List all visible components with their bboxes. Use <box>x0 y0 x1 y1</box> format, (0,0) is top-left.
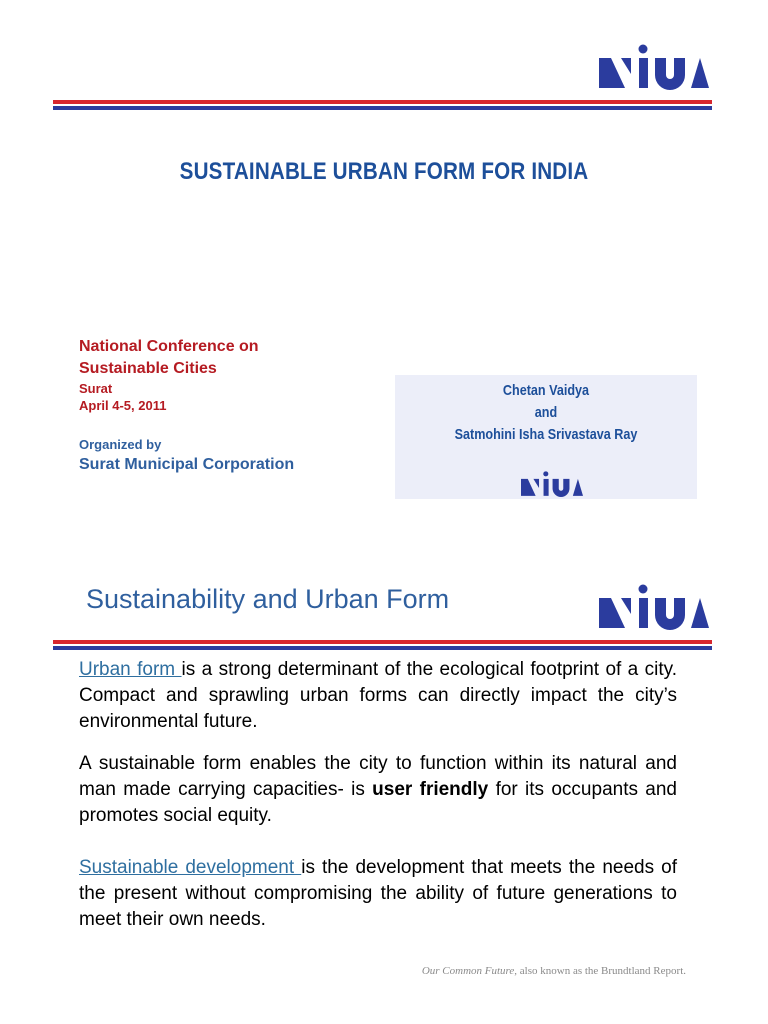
header-rule-bottom <box>53 640 712 650</box>
paragraph-1-text: is a strong determinant of the ecological footprint of a city. Compact and sprawling urban forms can directly impact the city’s environmental future. <box>79 659 677 732</box>
conference-line1: National Conference on <box>79 338 259 355</box>
slide-title: SUSTAINABLE URBAN FORM FOR INDIA <box>179 158 589 185</box>
paragraph-2-text-b: for its occupants and promotes social equity. <box>79 779 677 826</box>
organizer-info <box>79 436 294 476</box>
citation <box>422 965 686 977</box>
author-joiner: and <box>534 404 558 421</box>
author-box <box>395 375 697 499</box>
conference-dates: April 4-5, 2011 <box>79 398 167 413</box>
niua-logo-small <box>521 471 583 497</box>
niua-logo <box>599 44 709 90</box>
emphasis-user-friendly: user friendly <box>372 779 489 800</box>
paragraph-2-text-a: A sustainable form enables the city to function within its natural and man made carrying capacities- is <box>79 753 677 800</box>
paragraph-sustainable-form <box>79 751 677 829</box>
conference-line2: Sustainable Cities <box>79 360 217 377</box>
author-1: Chetan Vaidya <box>502 382 590 399</box>
citation-title: Our Common Future <box>421 965 515 977</box>
organizer-name: Surat Municipal Corporation <box>79 456 295 473</box>
author-2: Satmohini Isha Srivastava Ray <box>454 426 638 443</box>
section-title: Sustainability and Urban Form <box>86 584 450 614</box>
paragraph-sustainable-development <box>79 855 677 933</box>
niua-logo-2 <box>599 584 709 630</box>
citation-rest: , also known as the Brundtland Report. <box>514 965 686 977</box>
term-sustainable-development: Sustainable development <box>79 857 302 878</box>
paragraph-3-text: is the development that meets the needs of the present without compromising the ability of future generations to meet their own needs. <box>79 857 678 930</box>
conference-info <box>79 336 259 414</box>
term-urban-form: Urban form <box>79 659 182 680</box>
organizer-label: Organized by <box>79 437 162 452</box>
paragraph-urban-form <box>79 657 677 735</box>
conference-city: Surat <box>79 381 113 396</box>
header-rule-top <box>53 100 712 110</box>
